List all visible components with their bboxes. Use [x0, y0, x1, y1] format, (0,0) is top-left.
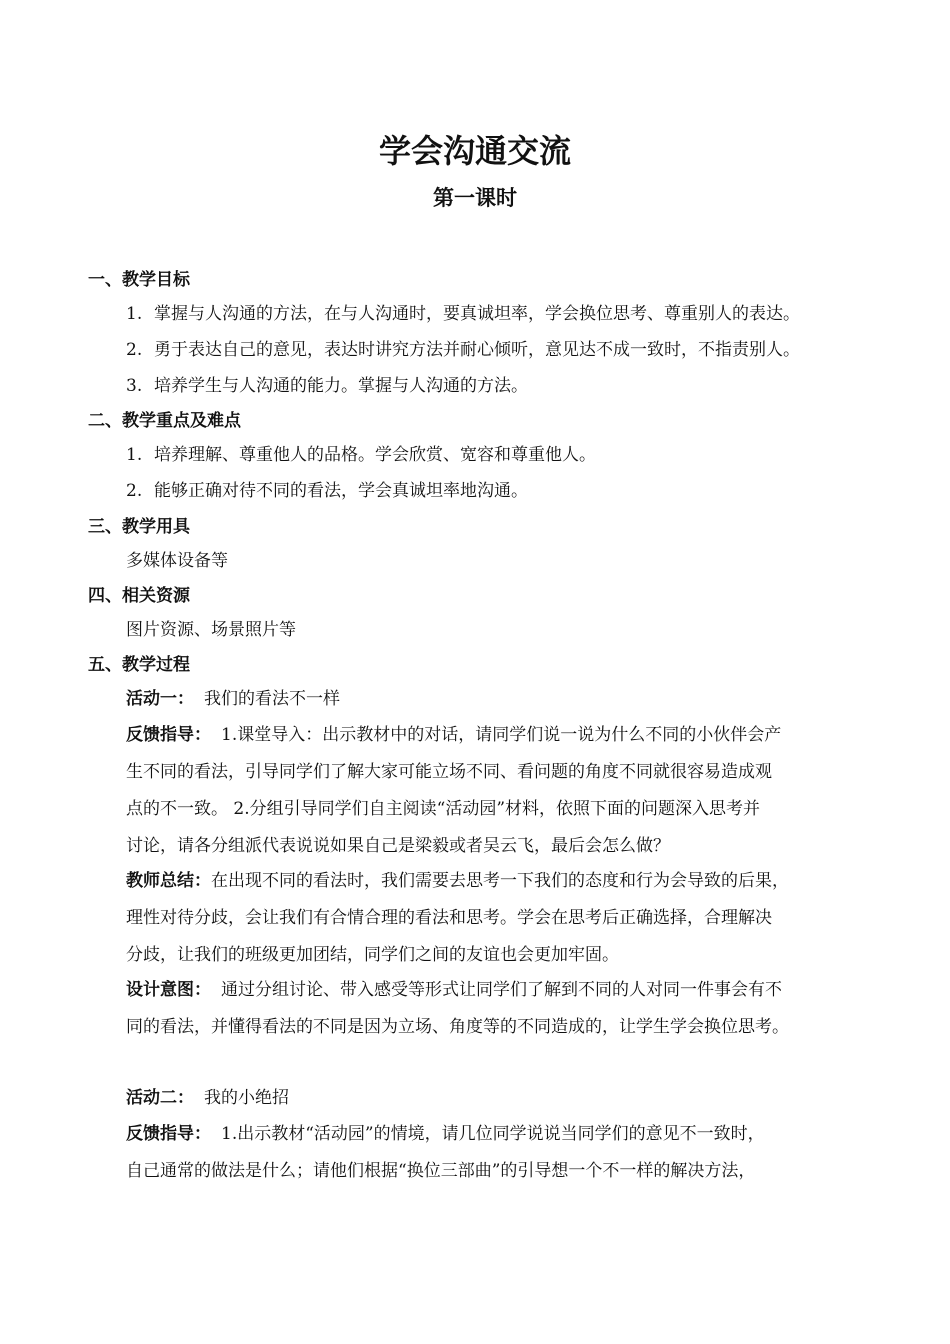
paragraph-line — [126, 867, 789, 895]
list-item-text: 能够正确对待不同的看法，学会真诚坦率地沟通。 — [154, 481, 528, 501]
list-item-number: 2. — [126, 481, 143, 501]
list-item-text: 培养学生与人沟通的能力。掌握与人沟通的方法。 — [154, 376, 528, 396]
paragraph-line — [126, 1120, 765, 1148]
section-text-tools: 多媒体设备等 — [126, 551, 228, 571]
section-text-resources: 图片资源、场景照片等 — [126, 620, 296, 640]
list-item-number: 1. — [126, 445, 143, 465]
list-item — [126, 477, 528, 505]
section-heading-goals: 一、教学目标 — [88, 270, 190, 290]
activity-two-title: 我的小绝招 — [204, 1088, 289, 1108]
section-heading-tools: 三、教学用具 — [88, 517, 190, 537]
list-item — [126, 300, 800, 328]
activity-two-row — [126, 1084, 289, 1112]
activity-one-label: 活动一： — [126, 689, 194, 709]
paragraph-line: 生不同的看法，引导同学们了解大家可能立场不同、看问题的角度不同就很容易造成观 — [126, 762, 772, 782]
section-heading-key-points: 二、教学重点及难点 — [88, 411, 241, 431]
page-subtitle: 第一课时 — [433, 186, 517, 210]
paragraph-text: 在出现不同的看法时，我们需要去思考一下我们的态度和行为会导致的后果， — [211, 871, 789, 891]
summary-label: 教师总结： — [126, 871, 211, 891]
paragraph-line: 自己通常的做法是什么；请他们根据“换位三部曲”的引导想一个不一样的解决方法， — [126, 1161, 756, 1181]
feedback-label: 反馈指导： — [126, 725, 211, 745]
list-item-text: 培养理解、尊重他人的品格。学会欣赏、宽容和尊重他人。 — [154, 445, 596, 465]
list-item-number: 1. — [126, 304, 143, 324]
list-item-text: 掌握与人沟通的方法，在与人沟通时，要真诚坦率，学会换位思考、尊重别人的表达。 — [154, 304, 800, 324]
list-item — [126, 336, 800, 364]
paragraph-text: 1.出示教材“活动园”的情境，请几位同学说说当同学们的意见不一致时， — [221, 1124, 765, 1144]
section-heading-resources: 四、相关资源 — [88, 586, 190, 606]
paragraph-line: 讨论，请各分组派代表说说如果自己是梁毅或者吴云飞，最后会怎么做？ — [126, 836, 670, 856]
paragraph-line: 分歧，让我们的班级更加团结，同学们之间的友谊也会更加牢固。 — [126, 945, 619, 965]
list-item-number: 3. — [126, 376, 143, 396]
list-item — [126, 441, 596, 469]
list-item — [126, 372, 528, 400]
activity-one-row — [126, 685, 340, 713]
paragraph-line — [126, 976, 782, 1004]
intent-label: 设计意图： — [126, 980, 211, 1000]
activity-one-title: 我们的看法不一样 — [204, 689, 340, 709]
paragraph-line: 理性对待分歧，会让我们有合情合理的看法和思考。学会在思考后正确选择，合理解决 — [126, 908, 772, 928]
section-heading-process: 五、教学过程 — [88, 655, 190, 675]
feedback-label: 反馈指导： — [126, 1124, 211, 1144]
paragraph-line: 点的不一致。 2.分组引导同学们自主阅读“活动园”材料，依照下面的问题深入思考并 — [126, 799, 761, 819]
list-item-text: 勇于表达自己的意见，表达时讲究方法并耐心倾听，意见达不成一致时，不指责别人。 — [154, 340, 800, 360]
paragraph-text: 1.课堂导入：出示教材中的对话，请同学们说一说为什么不同的小伙伴会产 — [221, 725, 782, 745]
page-title: 学会沟通交流 — [378, 132, 571, 170]
paragraph-text: 通过分组讨论、带入感受等形式让同学们了解到不同的人对同一件事会有不 — [221, 980, 782, 1000]
list-item-number: 2. — [126, 340, 143, 360]
paragraph-line — [126, 721, 781, 749]
activity-two-label: 活动二： — [126, 1088, 194, 1108]
paragraph-line: 同的看法，并懂得看法的不同是因为立场、角度等的不同造成的，让学生学会换位思考。 — [126, 1017, 789, 1037]
